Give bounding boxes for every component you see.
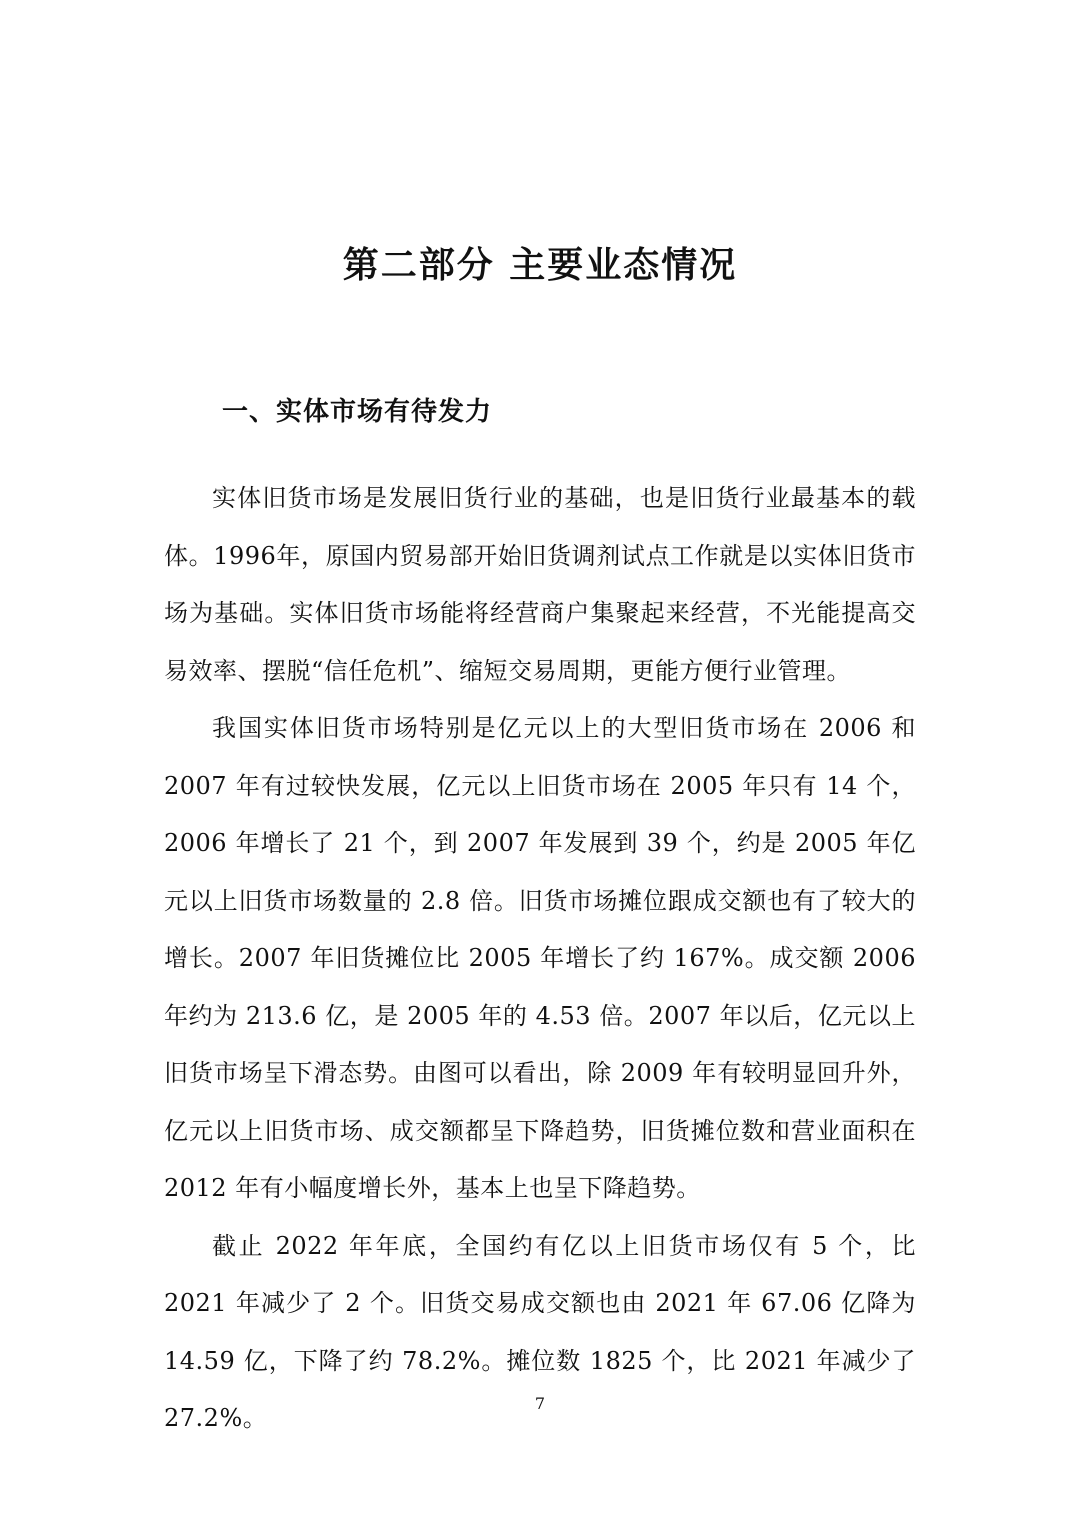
paragraph-3: 截止 2022 年年底，全国约有亿以上旧货市场仅有 5 个，比 2021 年减少了 2 个。旧货交易成交额也由 2021 年 67.06 亿降为 14.59 亿，下降了约 78.2%。摊位数 1825 个，比 2021 年减少了 27.2%。 [164, 1231, 916, 1432]
section-heading: 一、实体市场有待发力 [222, 397, 493, 427]
page-title: 第二部分 主要业态情况 [342, 245, 738, 286]
paragraph-1: 实体旧货市场是发展旧货行业的基础，也是旧货行业最基本的载体。1996年，原国内贸易部开始旧货调剂试点工作就是以实体旧货市场为基础。实体旧货市场能将经营商户集聚起来经营，不光能提高交易效率、摆脱“信任危机”、缩短交易周期，更能方便行业管理。 [164, 484, 916, 685]
body-text [164, 470, 916, 1448]
paragraph-2: 我国实体旧货市场特别是亿元以上的大型旧货市场在 2006 和 2007 年有过较快发展，亿元以上旧货市场在 2005 年只有 14 个，2006 年增长了 21 个，到 2007 年发展到 39 个，约是 2005 年亿元以上旧货市场数量的 2.8 倍。旧货市场摊位跟成交额也有了较大的增长。2007 年旧货摊位比 2005 年增长了约 167%。成交额 2006 年约为 213.6 亿，是 2005 年的 4.53 倍。2007 年以后，亿元以上旧货市场呈下滑态势。由图可以看出，除 2009 年有较明显回升外，亿元以上旧货市场、成交额都呈下降趋势，旧货摊位数和营业面积在 2012 年有小幅度增长外，基本上也呈下降趋势。 [164, 714, 916, 1202]
page-number: 7 [534, 1394, 546, 1413]
